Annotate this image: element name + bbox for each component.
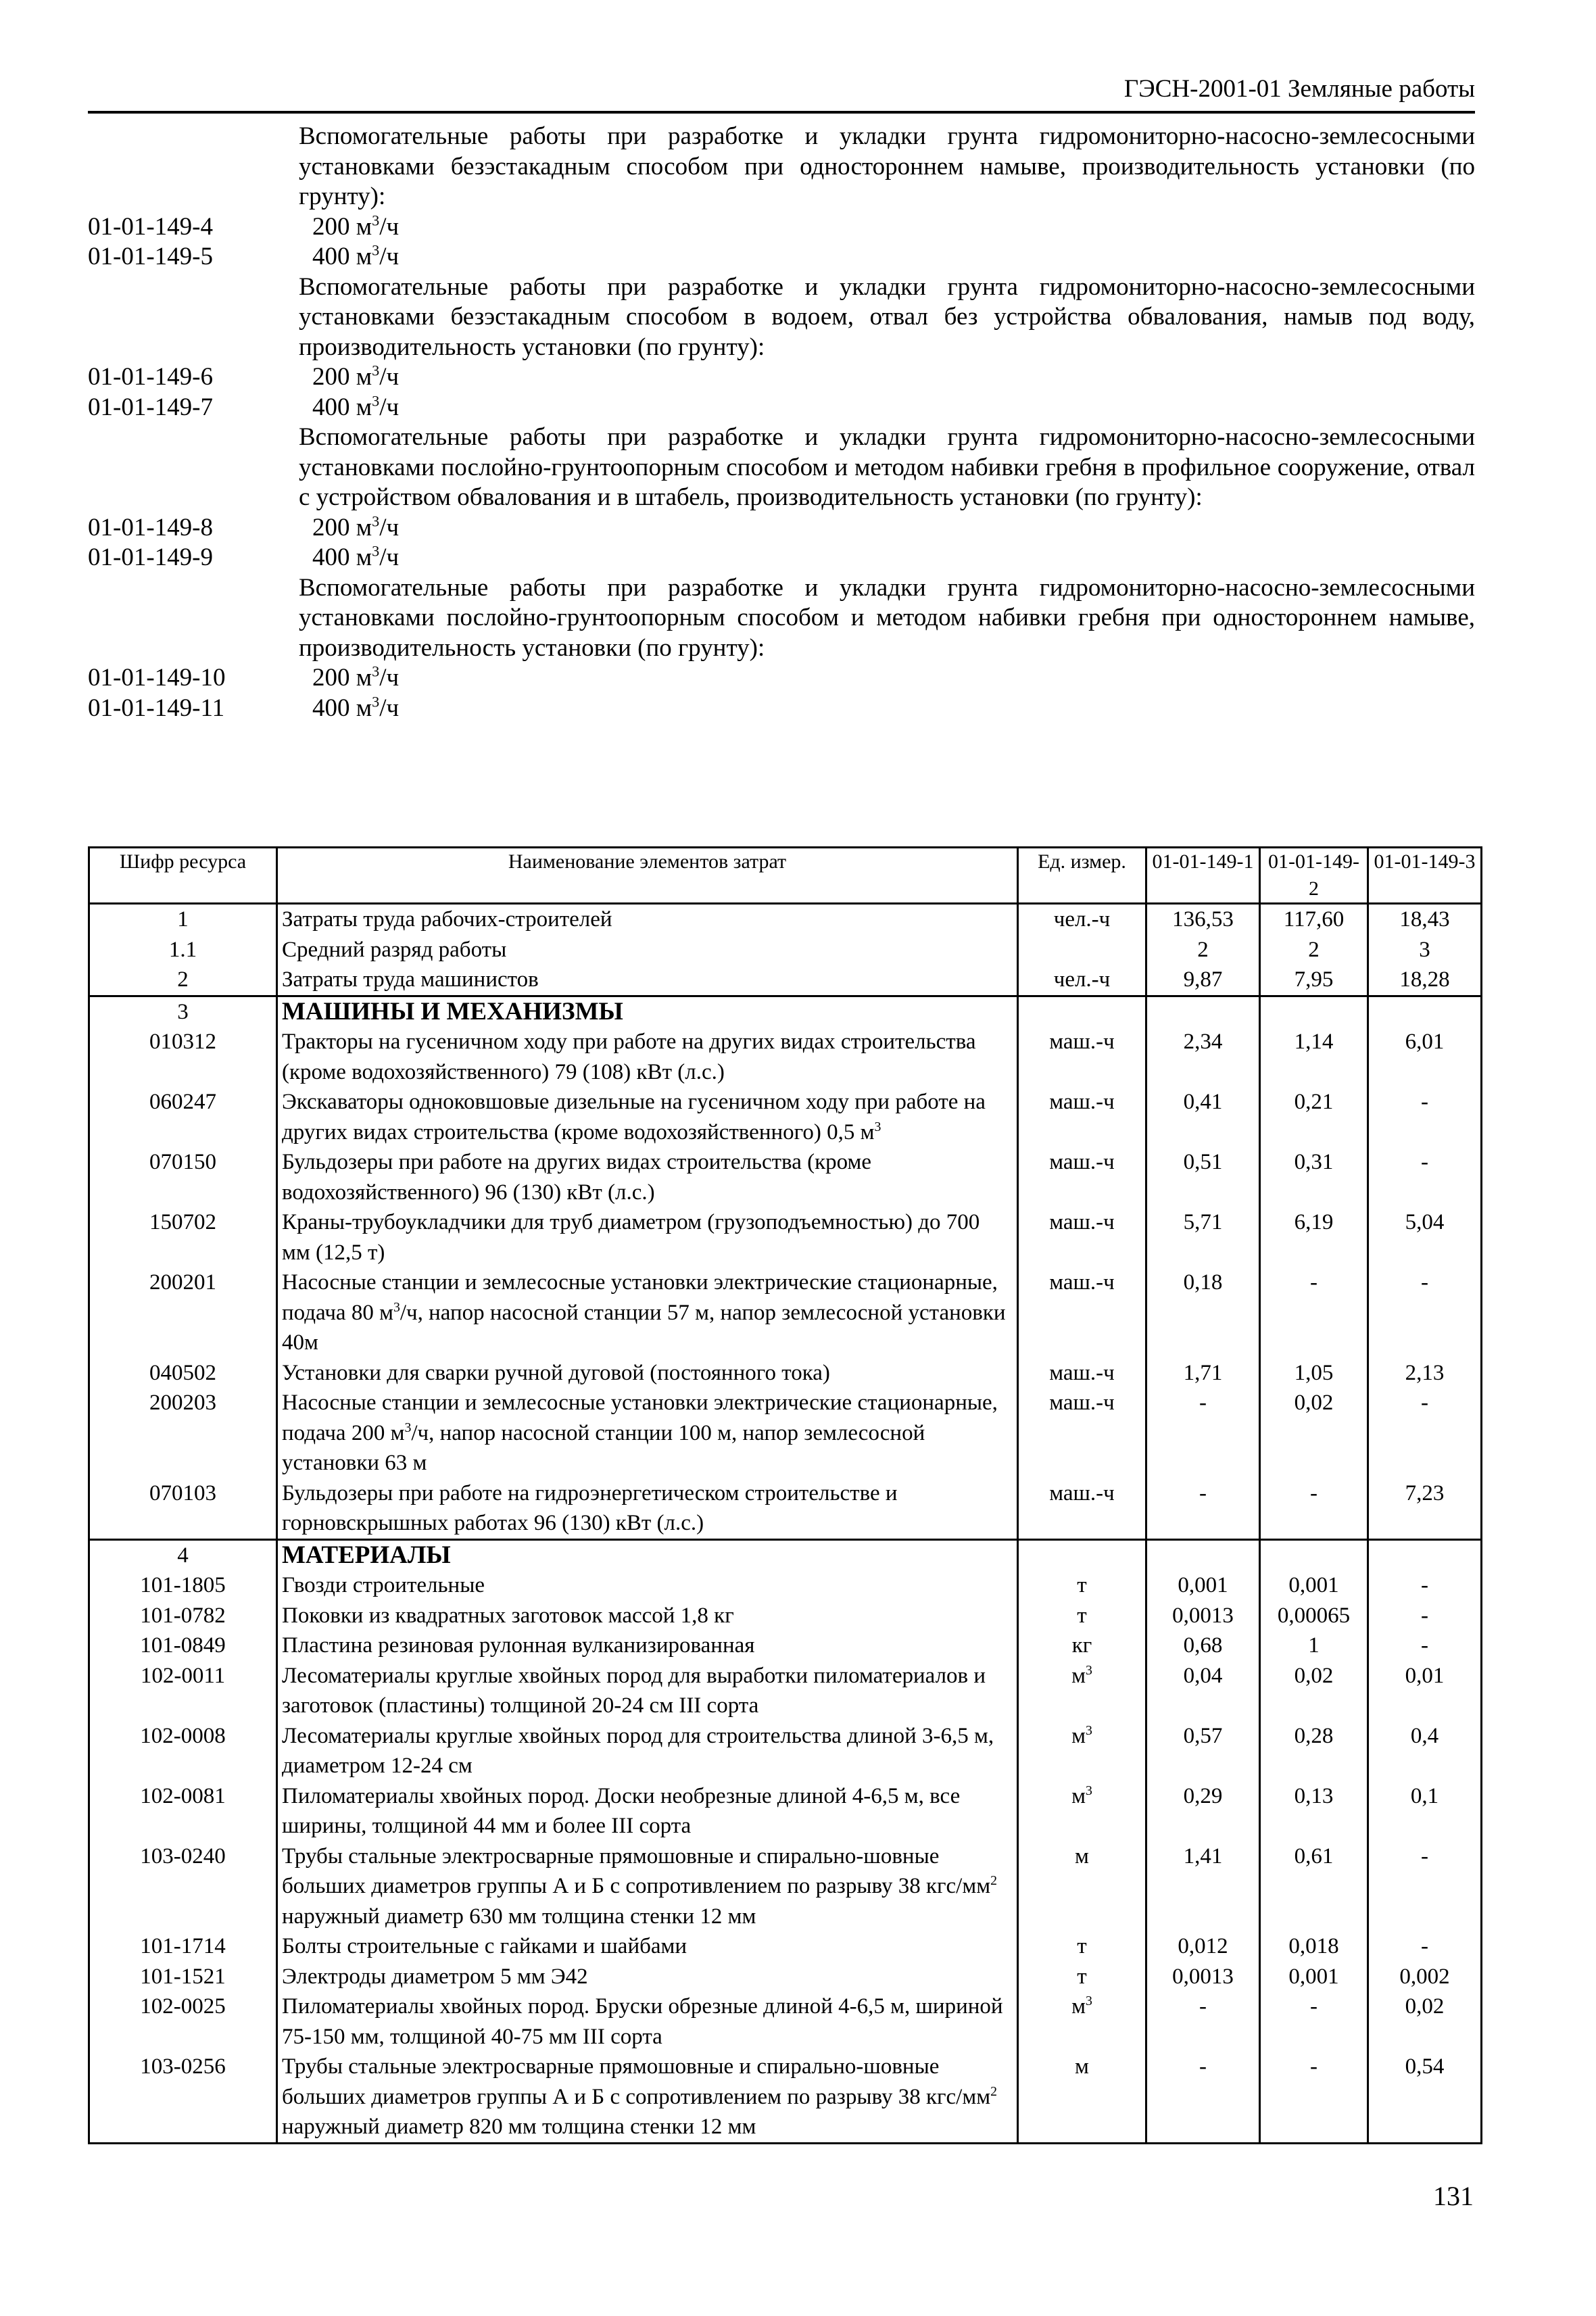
norm-item: [88, 663, 1475, 694]
resource-code: 102-0008: [89, 1721, 277, 1781]
cost-element-name: [277, 1841, 1018, 1932]
cost-element-name: [277, 1358, 1018, 1389]
resource-code: 101-0782: [89, 1601, 277, 1631]
value-149-2: 0,61: [1260, 1841, 1368, 1932]
norm-code: 01-01-149-11: [88, 694, 225, 722]
norm-item: [88, 513, 1475, 544]
value-149-3: 18,28: [1368, 965, 1482, 996]
name-text: Насосные станции и землесосные установки электрические стационарные, подача 80 м: [282, 1270, 998, 1325]
cost-element-name: [277, 1478, 1018, 1540]
table-row: [89, 1027, 1482, 1087]
capacity-unit-tail: /ч: [379, 363, 400, 391]
cost-element-name: [277, 1268, 1018, 1358]
value-149-1: 9,87: [1146, 965, 1260, 996]
value-149-1: 0,0013: [1146, 1601, 1260, 1631]
value-149-1: 5,71: [1146, 1207, 1260, 1268]
table-row: [89, 2052, 1482, 2143]
unit-text: м: [1071, 1994, 1086, 2019]
resource-code: 010312: [89, 1027, 277, 1087]
value-149-1: 0,18: [1146, 1268, 1260, 1358]
name-text: Трубы стальные электросварные прямошовные и спирально-шовные больших диаметров группы А и Б с сопротивлением по разрыву 38 кгс/мм: [282, 1843, 991, 1898]
capacity-unit-exponent: 3: [372, 392, 380, 410]
norm-code: 01-01-149-7: [88, 393, 213, 421]
value-149-2: 0,001: [1260, 1570, 1368, 1601]
unit-text: чел.-ч: [1053, 967, 1111, 992]
cost-element-name: [277, 1388, 1018, 1478]
table-row: [89, 1631, 1482, 1661]
resource-code: 101-1714: [89, 1931, 277, 1962]
page-number: 131: [1433, 2181, 1474, 2211]
name-text: Электроды диаметром 5 мм Э42: [282, 1964, 588, 1989]
name-text: Средний разряд работы: [282, 937, 507, 962]
norm-code: 01-01-149-4: [88, 212, 213, 241]
unit-text: маш.-ч: [1049, 1030, 1115, 1054]
header-resource-code: Шифр ресурса: [89, 848, 277, 904]
norm-code: 01-01-149-8: [88, 513, 213, 541]
table-row: [89, 1992, 1482, 2052]
resource-code: 070103: [89, 1478, 277, 1540]
capacity-unit-tail: /ч: [379, 694, 400, 722]
norm-item: [88, 694, 1475, 724]
value-149-3: 0,1: [1368, 1781, 1482, 1841]
value-149-3: 0,01: [1368, 1661, 1482, 1721]
norm-capacity: [299, 393, 399, 423]
unit-text: кг: [1071, 1633, 1092, 1658]
name-exponent: 3: [404, 1420, 412, 1435]
unit-of-measure: [1018, 904, 1146, 935]
table-row: [89, 1721, 1482, 1781]
value-149-1: 1,71: [1146, 1358, 1260, 1389]
capacity-value: 400 м: [312, 544, 372, 571]
header-cost-element-name: Наименование элементов затрат: [277, 848, 1018, 904]
value-149-1: 0,51: [1146, 1147, 1260, 1207]
resource-code: 101-0849: [89, 1631, 277, 1661]
capacity-value: 200 м: [312, 513, 372, 541]
resource-code: 102-0081: [89, 1781, 277, 1841]
value-149-2: 1: [1260, 1631, 1368, 1661]
value-149-3: 0,54: [1368, 2052, 1482, 2143]
value-149-1: -: [1146, 1992, 1260, 2052]
norm-capacity: [299, 242, 399, 272]
header-code-149-1: 01-01-149-1: [1146, 848, 1260, 904]
unit-exponent: 3: [1086, 1994, 1092, 2008]
name-text: МАТЕРИАЛЫ: [282, 1541, 451, 1569]
cost-element-name: [277, 1962, 1018, 1992]
norm-capacity: [299, 694, 399, 724]
group-description: Вспомогательные работы при разработке и укладки грунта гидромониторно-насосно-землесосными установками послойно-грунтоопорным способом и методом набивки гребня в профильное сооружение, отвал с устройством обвалования и в штабель, производительность установки (по грунту):: [299, 423, 1475, 511]
value-149-2: [1260, 1539, 1368, 1570]
value-149-1: 0,04: [1146, 1661, 1260, 1721]
capacity-unit-exponent: 3: [372, 542, 380, 560]
resource-cost-table: [88, 846, 1482, 2144]
cost-element-name: [277, 1931, 1018, 1962]
value-149-2: 0,001: [1260, 1962, 1368, 1992]
name-text: Пиломатериалы хвойных пород. Доски необрезные длиной 4-6,5 м, все ширины, толщиной 44 мм и более III сорта: [282, 1783, 961, 1838]
capacity-value: 400 м: [312, 694, 372, 722]
resource-code: 150702: [89, 1207, 277, 1268]
unit-text: маш.-ч: [1049, 1391, 1115, 1415]
name-text: Гвозди строительные: [282, 1573, 485, 1597]
cost-element-name: [277, 1539, 1018, 1570]
table-row: [89, 1931, 1482, 1962]
unit-of-measure: [1018, 1478, 1146, 1540]
norm-code: 01-01-149-6: [88, 363, 213, 391]
cost-element-name: [277, 1087, 1018, 1147]
value-149-2: 0,13: [1260, 1781, 1368, 1841]
table-row: [89, 1087, 1482, 1147]
cost-element-name: [277, 1570, 1018, 1601]
value-149-1: [1146, 1539, 1260, 1570]
norm-capacity: [299, 362, 399, 393]
value-149-3: -: [1368, 1931, 1482, 1962]
unit-text: т: [1077, 1603, 1087, 1628]
capacity-unit-tail: /ч: [379, 664, 400, 692]
group-description: Вспомогательные работы при разработке и укладки грунта гидромониторно-насосно-землесосными установками послойно-грунтоопорным способом и методом набивки гребня при одностороннем намыве, производительность установки (по грунту):: [299, 573, 1475, 662]
name-text: Пластина резиновая рулонная вулканизированная: [282, 1633, 755, 1658]
value-149-3: 5,04: [1368, 1207, 1482, 1268]
unit-text: маш.-ч: [1049, 1360, 1115, 1385]
value-149-2: [1260, 996, 1368, 1027]
value-149-1: 0,41: [1146, 1087, 1260, 1147]
value-149-3: [1368, 1539, 1482, 1570]
norm-item: [88, 362, 1475, 393]
group-description: Вспомогательные работы при разработке и укладки грунта гидромониторно-насосно-землесосными установками безэстакадным способом при одностороннем намыве, производительность установки (по грунту):: [299, 122, 1475, 210]
name-exponent: 3: [393, 1299, 400, 1315]
table-row: [89, 1962, 1482, 1992]
table-row: [89, 1358, 1482, 1389]
cost-element-name: [277, 904, 1018, 935]
unit-of-measure: [1018, 996, 1146, 1027]
unit-of-measure: [1018, 1358, 1146, 1389]
capacity-value: 400 м: [312, 243, 372, 270]
capacity-unit-tail: /ч: [379, 513, 400, 541]
unit-of-measure: [1018, 1268, 1146, 1358]
unit-text: маш.-ч: [1049, 1090, 1115, 1114]
norm-capacity: [299, 543, 399, 573]
resource-code: 1: [89, 904, 277, 935]
value-149-2: -: [1260, 1478, 1368, 1540]
value-149-1: 0,012: [1146, 1931, 1260, 1962]
value-149-2: -: [1260, 1992, 1368, 2052]
value-149-3: -: [1368, 1631, 1482, 1661]
capacity-unit-tail: /ч: [379, 212, 400, 241]
unit-of-measure: [1018, 1992, 1146, 2052]
work-groups: [88, 122, 1475, 723]
group-description: Вспомогательные работы при разработке и укладки грунта гидромониторно-насосно-землесосными установками безэстакадным способом в водоем, отвал без устройства обвалования, намыв под воду, производительность установки (по грунту):: [299, 272, 1475, 361]
table-row: [89, 1661, 1482, 1721]
name-text: Лесоматериалы круглые хвойных пород для строительства длиной 3-6,5 м, диаметром 12-24 см: [282, 1723, 994, 1778]
value-149-2: 0,02: [1260, 1661, 1368, 1721]
unit-exponent: 3: [1086, 1783, 1092, 1798]
cost-element-name: [277, 1661, 1018, 1721]
capacity-unit-exponent: 3: [372, 362, 380, 379]
norm-item: [88, 393, 1475, 423]
value-149-3: -: [1368, 1087, 1482, 1147]
norm-item: [88, 543, 1475, 573]
unit-of-measure: [1018, 1539, 1146, 1570]
capacity-value: 400 м: [312, 393, 372, 421]
unit-of-measure: [1018, 1147, 1146, 1207]
resource-code: 102-0025: [89, 1992, 277, 2052]
capacity-unit-exponent: 3: [372, 662, 380, 680]
resource-code: 1.1: [89, 935, 277, 965]
unit-exponent: 3: [1086, 1722, 1092, 1738]
table-section-row: [89, 996, 1482, 1027]
unit-of-measure: [1018, 1207, 1146, 1268]
cost-element-name: [277, 1207, 1018, 1268]
table-row: [89, 965, 1482, 996]
unit-of-measure: [1018, 2052, 1146, 2143]
table-row: [89, 904, 1482, 935]
value-149-2: -: [1260, 1268, 1368, 1358]
value-149-3: 18,43: [1368, 904, 1482, 935]
unit-of-measure: [1018, 1721, 1146, 1781]
norm-code: 01-01-149-9: [88, 544, 213, 571]
value-149-1: -: [1146, 1388, 1260, 1478]
value-149-1: -: [1146, 1478, 1260, 1540]
value-149-2: 1,14: [1260, 1027, 1368, 1087]
name-text: Насосные станции и землесосные установки электрические стационарные, подача 200 м: [282, 1391, 998, 1445]
value-149-2: 0,21: [1260, 1087, 1368, 1147]
capacity-unit-exponent: 3: [372, 241, 380, 259]
table-row: [89, 935, 1482, 965]
value-149-3: -: [1368, 1388, 1482, 1478]
name-text: Затраты труда рабочих-строителей: [282, 907, 612, 932]
value-149-1: -: [1146, 2052, 1260, 2143]
value-149-2: 0,28: [1260, 1721, 1368, 1781]
value-149-2: 2: [1260, 935, 1368, 965]
value-149-1: 0,29: [1146, 1781, 1260, 1841]
running-header: ГЭСН-2001-01 Земляные работы: [88, 73, 1475, 114]
resource-code: 2: [89, 965, 277, 996]
table-row: [89, 1781, 1482, 1841]
name-tail: наружный диаметр 630 мм толщина стенки 12 мм: [282, 1904, 756, 1929]
table-body: [89, 904, 1482, 2144]
resource-code: 4: [89, 1539, 277, 1570]
value-149-3: -: [1368, 1601, 1482, 1631]
capacity-unit-exponent: 3: [372, 212, 380, 229]
value-149-2: 0,00065: [1260, 1601, 1368, 1631]
value-149-1: 0,001: [1146, 1570, 1260, 1601]
unit-of-measure: [1018, 1841, 1146, 1932]
unit-of-measure: [1018, 1601, 1146, 1631]
unit-text: чел.-ч: [1053, 907, 1111, 932]
name-exponent: 3: [874, 1119, 881, 1134]
resource-code: 101-1521: [89, 1962, 277, 1992]
table-row: [89, 1268, 1482, 1358]
unit-of-measure: [1018, 1388, 1146, 1478]
value-149-3: 0,02: [1368, 1992, 1482, 2052]
value-149-1: 0,0013: [1146, 1962, 1260, 1992]
norm-item: [88, 212, 1475, 243]
unit-text: т: [1077, 1573, 1087, 1597]
value-149-2: 1,05: [1260, 1358, 1368, 1389]
norm-item: [88, 242, 1475, 272]
name-exponent: 2: [990, 2083, 997, 2099]
header-code-149-3: 01-01-149-3: [1368, 848, 1482, 904]
unit-text: маш.-ч: [1049, 1270, 1115, 1295]
resource-code: 070150: [89, 1147, 277, 1207]
unit-text: маш.-ч: [1049, 1480, 1115, 1505]
capacity-unit-tail: /ч: [379, 393, 400, 421]
name-text: Тракторы на гусеничном ходу при работе на других видах строительства (кроме водохозяйственного) 79 (108) кВт (л.с.): [282, 1030, 976, 1084]
value-149-3: 7,23: [1368, 1478, 1482, 1540]
unit-text: м: [1075, 1843, 1089, 1868]
table-row: [89, 1147, 1482, 1207]
resource-code: 3: [89, 996, 277, 1027]
value-149-3: 3: [1368, 935, 1482, 965]
value-149-1: 2: [1146, 935, 1260, 965]
table-section-row: [89, 1539, 1482, 1570]
value-149-1: 0,68: [1146, 1631, 1260, 1661]
unit-of-measure: [1018, 965, 1146, 996]
name-exponent: 2: [990, 1873, 997, 1888]
unit-text: маш.-ч: [1049, 1150, 1115, 1174]
value-149-3: [1368, 996, 1482, 1027]
resource-code: 200203: [89, 1388, 277, 1478]
value-149-3: -: [1368, 1841, 1482, 1932]
name-text: Установки для сварки ручной дуговой (постоянного тока): [282, 1360, 830, 1385]
value-149-3: 0,002: [1368, 1962, 1482, 1992]
unit-of-measure: [1018, 1931, 1146, 1962]
value-149-2: 0,018: [1260, 1931, 1368, 1962]
header-unit: Ед. измер.: [1018, 848, 1146, 904]
cost-element-name: [277, 1601, 1018, 1631]
name-tail: /ч, напор насосной станции 57 м, напор землесосной установки 40м: [282, 1300, 1006, 1355]
cost-element-name: [277, 1147, 1018, 1207]
unit-of-measure: [1018, 1781, 1146, 1841]
resource-code: 102-0011: [89, 1661, 277, 1721]
name-text: Болты строительные с гайками и шайбами: [282, 1934, 687, 1958]
cost-element-name: [277, 1721, 1018, 1781]
unit-of-measure: [1018, 1027, 1146, 1087]
value-149-1: 1,41: [1146, 1841, 1260, 1932]
capacity-unit-exponent: 3: [372, 693, 380, 710]
name-text: Затраты труда машинистов: [282, 967, 539, 992]
unit-text: маш.-ч: [1049, 1210, 1115, 1234]
unit-of-measure: [1018, 1631, 1146, 1661]
name-text: Поковки из квадратных заготовок массой 1,8 кг: [282, 1603, 734, 1628]
unit-text: м: [1071, 1783, 1086, 1808]
norm-code: 01-01-149-5: [88, 243, 213, 270]
value-149-3: 0,4: [1368, 1721, 1482, 1781]
value-149-3: -: [1368, 1147, 1482, 1207]
value-149-1: 136,53: [1146, 904, 1260, 935]
cost-element-name: [277, 2052, 1018, 2143]
norm-capacity: [299, 663, 399, 694]
table-row: [89, 1207, 1482, 1268]
value-149-3: -: [1368, 1570, 1482, 1601]
unit-text: м: [1075, 2054, 1089, 2079]
capacity-value: 200 м: [312, 212, 372, 241]
table-row: [89, 1841, 1482, 1932]
resource-code: 040502: [89, 1358, 277, 1389]
value-149-1: [1146, 996, 1260, 1027]
name-text: Краны-трубоукладчики для труб диаметром (грузоподъемностью) до 700 мм (12,5 т): [282, 1210, 980, 1265]
name-text: МАШИНЫ И МЕХАНИЗМЫ: [282, 997, 623, 1026]
value-149-2: 0,31: [1260, 1147, 1368, 1207]
unit-text: м: [1071, 1723, 1086, 1748]
header-code-149-2: 01-01-149-2: [1260, 848, 1368, 904]
value-149-3: 6,01: [1368, 1027, 1482, 1087]
value-149-2: 6,19: [1260, 1207, 1368, 1268]
unit-text: т: [1077, 1964, 1087, 1989]
capacity-value: 200 м: [312, 664, 372, 692]
cost-element-name: [277, 996, 1018, 1027]
unit-of-measure: [1018, 1087, 1146, 1147]
resource-code: 103-0256: [89, 2052, 277, 2143]
unit-exponent: 3: [1086, 1662, 1092, 1678]
capacity-unit-exponent: 3: [372, 512, 380, 530]
value-149-2: 0,02: [1260, 1388, 1368, 1478]
unit-text: м: [1071, 1663, 1086, 1688]
norm-capacity: [299, 513, 399, 544]
capacity-unit-tail: /ч: [379, 544, 400, 571]
value-149-3: 2,13: [1368, 1358, 1482, 1389]
resource-code: 101-1805: [89, 1570, 277, 1601]
value-149-3: -: [1368, 1268, 1482, 1358]
name-tail: наружный диаметр 820 мм толщина стенки 12 мм: [282, 2115, 756, 2139]
table-row: [89, 1570, 1482, 1601]
value-149-1: 2,34: [1146, 1027, 1260, 1087]
unit-of-measure: [1018, 1570, 1146, 1601]
name-text: Бульдозеры при работе на гидроэнергетическом строительстве и горновскрышных работах 96 (130) кВт (л.с.): [282, 1480, 898, 1535]
value-149-2: -: [1260, 2052, 1368, 2143]
resource-code: 103-0240: [89, 1841, 277, 1932]
cost-element-name: [277, 935, 1018, 965]
cost-element-name: [277, 1027, 1018, 1087]
value-149-2: 117,60: [1260, 904, 1368, 935]
cost-element-name: [277, 965, 1018, 996]
table-header-row: [89, 848, 1482, 904]
unit-text: т: [1077, 1934, 1087, 1958]
table-row: [89, 1478, 1482, 1540]
name-tail: /ч, напор насосной станции 100 м, напор землесосной установки 63 м: [282, 1420, 925, 1475]
norm-capacity: [299, 212, 399, 243]
unit-of-measure: [1018, 935, 1146, 965]
table-row: [89, 1601, 1482, 1631]
unit-of-measure: [1018, 1661, 1146, 1721]
resource-code: 060247: [89, 1087, 277, 1147]
name-text: Трубы стальные электросварные прямошовные и спирально-шовные больших диаметров группы А и Б с сопротивлением по разрыву 38 кгс/мм: [282, 2054, 991, 2109]
resource-code: 200201: [89, 1268, 277, 1358]
name-text: Пиломатериалы хвойных пород. Бруски обрезные длиной 4-6,5 м, шириной 75-150 мм, толщиной 40-75 мм III сорта: [282, 1994, 1003, 2049]
norm-code: 01-01-149-10: [88, 664, 226, 692]
name-text: Лесоматериалы круглые хвойных пород для выработки пиломатериалов и заготовок (пластины) толщиной 20-24 см III сорта: [282, 1663, 986, 1718]
name-text: Экскаваторы одноковшовые дизельные на гусеничном ходу при работе на других видах строительства (кроме водохозяйственного) 0,5 м: [282, 1090, 986, 1144]
table-row: [89, 1388, 1482, 1478]
value-149-1: 0,57: [1146, 1721, 1260, 1781]
cost-element-name: [277, 1992, 1018, 2052]
value-149-2: 7,95: [1260, 965, 1368, 996]
capacity-unit-tail: /ч: [379, 243, 400, 270]
name-text: Бульдозеры при работе на других видах строительства (кроме водохозяйственного) 96 (130) кВт (л.с.): [282, 1150, 872, 1205]
unit-of-measure: [1018, 1962, 1146, 1992]
cost-element-name: [277, 1781, 1018, 1841]
capacity-value: 200 м: [312, 363, 372, 391]
cost-element-name: [277, 1631, 1018, 1661]
